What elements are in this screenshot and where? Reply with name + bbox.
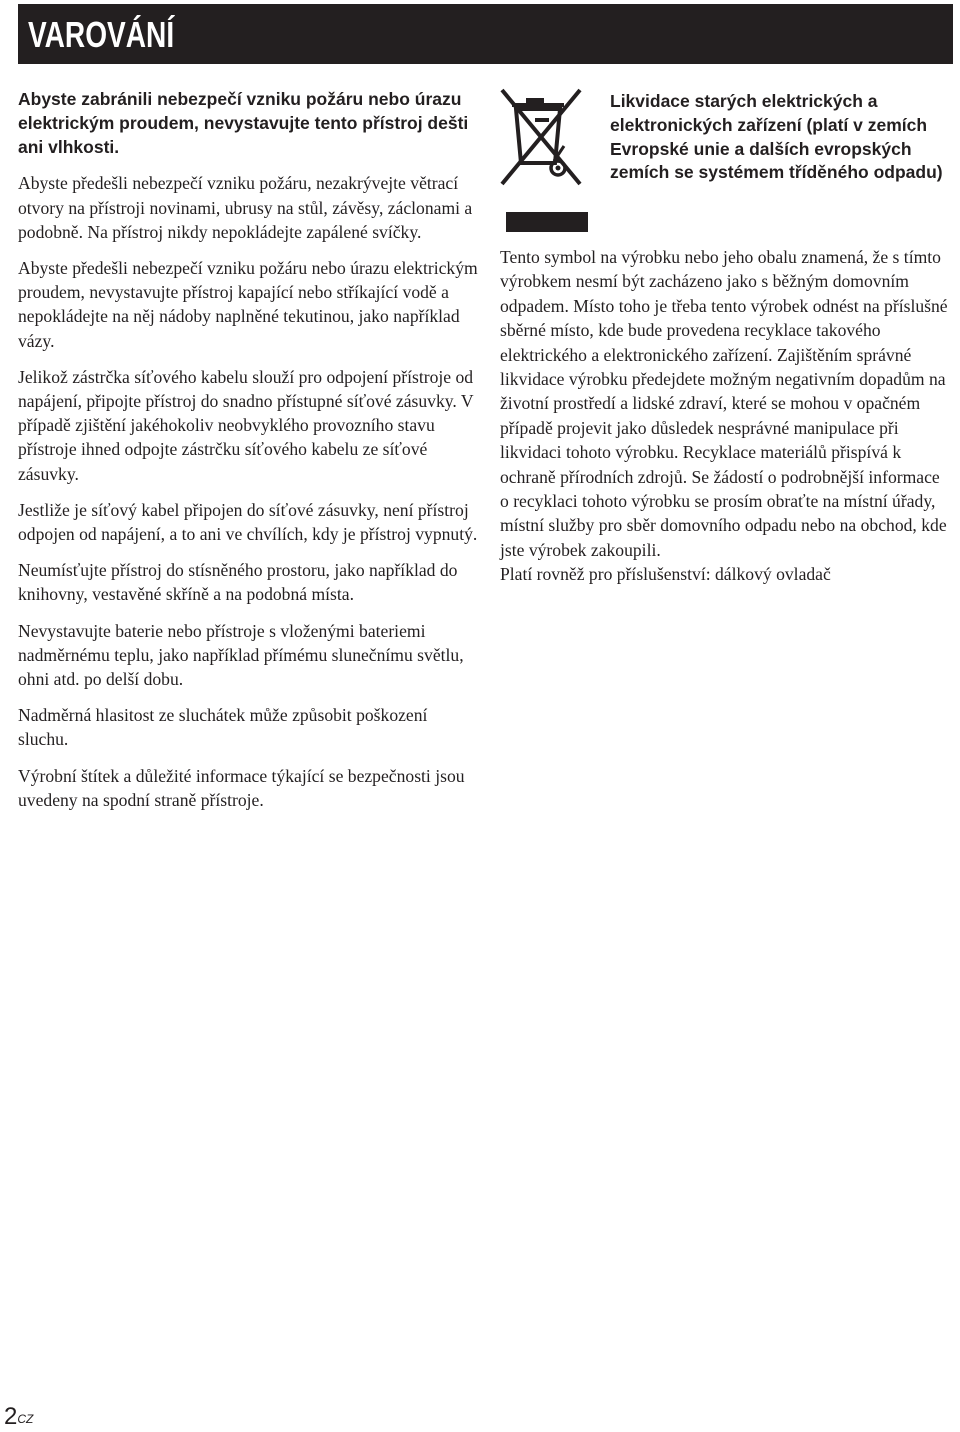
warning-paragraph: Nadměrná hlasitost ze sluchátek může způsobit poškození sluchu. xyxy=(18,705,428,750)
warning-paragraph: Jestliže je síťový kabel připojen do síťové zásuvky, není přístroj odpojen od napájení, a to ani ve chvílích, kdy je přístroj vypnutý. xyxy=(18,499,478,545)
page-number xyxy=(4,1402,33,1432)
page-number-value: 2 xyxy=(4,1403,18,1430)
warning-banner xyxy=(18,4,953,64)
disposal-paragraph: Tento symbol na výrobku nebo jeho obalu znamená, že s tímto výrobkem nesmí být zacházeno jako s běžným domovním odpadem. Místo toho je třeba tento výrobek odnést na příslušné sběrné místo, kde bude provedena recyklace takového elektrického a elektronického zařízení. Zajištěním správné likvidace výrobku předejdete možným negativním dopadům na životní prostředí a lidské zdraví, které se mohou v opačném případě projevit jako důsledek nesprávné manipulace při likvidaci tohoto výrobku. Recyklace materiálů přispívá k ochraně přírodních zdrojů. Se žádostí o podrobnější informace o recyklaci tohoto výrobku se prosím obraťte na místní úřady, místní služby pro sběr domovního odpadu nebo na obchod, kde jste výrobek zakoupili. xyxy=(500,247,948,560)
warning-paragraph: Výrobní štítek a důležité informace týkající se bezpečnosti jsou uvedeny na spodní straně přístroje. xyxy=(18,765,465,810)
warning-lead: Abyste zabránili nebezpečí vzniku požáru nebo úrazu elektrickým proudem, nevystavujte tento přístroj dešti ani vlhkosti. xyxy=(18,89,469,157)
warning-paragraph: Abyste předešli nebezpečí vzniku požáru nebo úrazu elektrickým proudem, nevystavujte přístroj kapající nebo stříkající vodě a nepokládejte na něj nádoby naplněné tekutinou, jako například vázy. xyxy=(18,258,478,351)
accessory-note: Platí rovněž pro příslušenství: dálkový ovladač xyxy=(500,564,831,585)
weee-block xyxy=(500,88,952,248)
warning-paragraph: Nevystavujte baterie nebo přístroje s vloženými bateriemi nadměrnému teplu, jako například přímému slunečnímu světlu, ohni atd. po delší dobu. xyxy=(18,620,464,690)
safety-warnings-column xyxy=(18,88,480,824)
warning-paragraph: Neumísťujte přístroj do stísněného prostoru, jako například do knihovny, vestavěné skříně a na podobná místa. xyxy=(18,560,458,605)
warning-paragraph: Jelikož zástrčka síťového kabelu slouží pro odpojení přístroje od napájení, připojte přístroj do snadno přístupné síťové zásuvky. V případě zjištění jakéhokoliv neobvyklého provozního stavu přístroje ihned odpojte zástrčku síťového kabelu ze síťové zásuvky. xyxy=(18,366,474,484)
language-code: CZ xyxy=(17,1412,34,1426)
disposal-heading: Likvidace starých elektrických a elektronických zařízení (platí v zemích Evropské unie a dalších evropských zemích se systémem tříděného odpadu) xyxy=(610,91,943,183)
page-title: VAROVÁNÍ xyxy=(28,14,175,55)
crossed-out-wheelie-bin-icon xyxy=(500,88,588,236)
disposal-text xyxy=(500,245,952,587)
warning-paragraph: Abyste předešli nebezpečí vzniku požáru, nezakrývejte větrací otvory na přístroji novinami, ubrusy na stůl, závěsy, záclonami a podobně. Na přístroj nikdy nepokládejte zapálené svíčky. xyxy=(18,173,473,242)
disposal-column xyxy=(500,88,952,585)
